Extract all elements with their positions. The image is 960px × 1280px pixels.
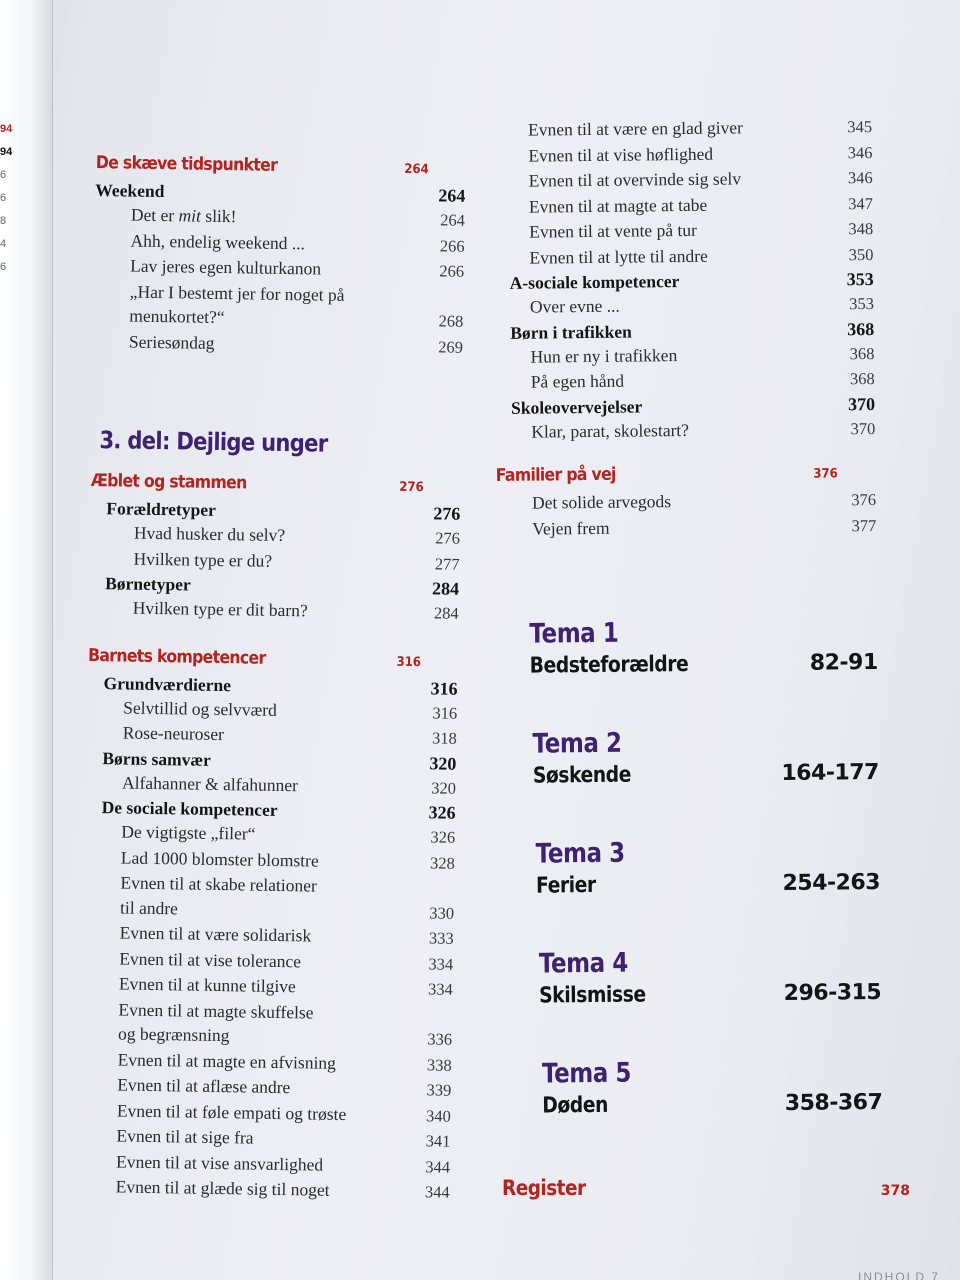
- toc-entry: [80, 1174, 450, 1205]
- entry-label: Evnen til at vise ansvarlighed: [115, 1150, 324, 1175]
- entry-page: 368: [847, 318, 875, 339]
- entry-page: 276: [433, 503, 461, 524]
- entry-label: A-sociale kompetencer: [509, 271, 680, 293]
- toc-left-column: [80, 150, 466, 1205]
- toc-entry: [493, 242, 873, 271]
- entry-label: Evnen til at vente på tur: [529, 219, 697, 242]
- gutter-num: 8: [0, 215, 7, 227]
- entry-label: Evnen til at vise høflighed: [528, 143, 714, 166]
- tema-heading: Tema 1: [529, 617, 619, 650]
- entry-page: [414, 302, 464, 303]
- entry-label: Evnen til at sige fra: [116, 1125, 254, 1148]
- register-page: 378: [880, 1183, 910, 1199]
- entry-label: Skoleovervejelser: [510, 395, 643, 418]
- entry-page: 336: [427, 1029, 453, 1049]
- toc-entry: [496, 512, 876, 541]
- entry-label: Ahh, endelig weekend ...: [130, 230, 306, 253]
- entry-page: 346: [847, 142, 873, 162]
- entry-page: [404, 893, 454, 894]
- tema-list: [497, 614, 882, 1122]
- entry-label: Grundværdierne: [103, 672, 232, 695]
- toc-entry: [495, 416, 875, 445]
- toc-entry: [493, 191, 873, 220]
- entry-page: 284: [431, 578, 460, 599]
- entry-page: 339: [426, 1080, 452, 1100]
- entry-label: Evnen til at være en glad giver: [528, 117, 744, 140]
- entry-label: Seriesøndag: [128, 331, 215, 353]
- toc-entry: [493, 216, 873, 245]
- section-title: Familier på vej: [495, 464, 616, 486]
- entry-page: 346: [847, 168, 873, 188]
- entry-label: Evnen til at magte en afvisning: [117, 1048, 337, 1073]
- entry-page: 330: [429, 902, 455, 923]
- entry-page: 268: [438, 311, 464, 331]
- entry-label: Evnen til at føle empati og trøste: [116, 1099, 347, 1124]
- entry-page: 318: [431, 728, 457, 748]
- entry-label: Rose-neuroser: [122, 722, 225, 745]
- tema-heading: Tema 3: [535, 837, 625, 870]
- entry-label: Hun er ny i trafikken: [530, 344, 678, 367]
- entry-page: 345: [847, 117, 873, 137]
- part-title: 3. del: Dejlige unger: [99, 426, 328, 458]
- tema-pages: 164-177: [781, 759, 880, 787]
- entry-page: 320: [431, 777, 457, 798]
- entry-label: Evnen til at magte at tabe: [528, 194, 708, 217]
- gutter-num: 6: [0, 261, 7, 273]
- gutter-num: 6: [0, 169, 7, 181]
- entry-label: [131, 203, 415, 232]
- toc-entry: [495, 366, 875, 395]
- entry-page: 326: [428, 802, 456, 823]
- tema-name: Ferier: [535, 872, 596, 899]
- entry-label: Evnen til at glæde sig til noget: [115, 1176, 330, 1200]
- toc-entry: [494, 291, 874, 320]
- entry-page: 277: [434, 553, 460, 574]
- entry-label: Lad 1000 blomster blomstre: [120, 846, 319, 871]
- gutter-num: 94: [0, 123, 13, 135]
- entry-page: 338: [426, 1054, 452, 1075]
- entry-label: Evnen til at være solidarisk: [119, 922, 312, 946]
- toc-entry: [493, 165, 873, 194]
- entry-page: 320: [429, 752, 457, 774]
- entry-label: På egen hånd: [530, 370, 625, 392]
- entry-label-part: Det er: [130, 204, 179, 226]
- entry-label: Børns samvær: [102, 747, 212, 770]
- facing-page-numbers: [0, 118, 14, 279]
- entry-page: 368: [849, 369, 875, 389]
- entry-page: 266: [439, 235, 465, 256]
- entry-page: 347: [848, 193, 874, 213]
- toc-section-heading: [91, 468, 424, 501]
- entry-label: Evnen til at overvinde sig selv: [528, 168, 742, 191]
- entry-label: Lav jeres egen kulturkanon: [130, 255, 322, 279]
- entry-page: 376: [851, 490, 877, 510]
- entry-label-emphasis: mit: [178, 205, 202, 226]
- tema-name: Bedsteforældre: [529, 651, 689, 679]
- entry-label: Evnen til at magte skuffelse: [118, 998, 314, 1023]
- entry-page: 326: [430, 827, 456, 847]
- toc-section-heading: [88, 642, 421, 675]
- tema-row: [536, 868, 880, 902]
- entry-page: [402, 1019, 452, 1020]
- tema-pages: 358-367: [784, 1089, 883, 1116]
- entry-label: Evnen til at vise tolerance: [119, 947, 302, 971]
- section-title: De skæve tidspunkter: [95, 152, 278, 176]
- entry-label: Det solide arvegods: [531, 491, 672, 513]
- entry-label: Vejen frem: [532, 517, 610, 539]
- section-page: 376: [813, 466, 838, 482]
- entry-page: 284: [433, 603, 459, 623]
- toc-section-heading: [96, 150, 429, 183]
- tema-row: [533, 758, 879, 792]
- entry-label: Evnen til at lytte til andre: [529, 245, 708, 268]
- toc-entry: [492, 114, 872, 143]
- entry-page: 328: [429, 852, 455, 873]
- entry-label: Klar, parat, skolestart?: [531, 419, 690, 442]
- tema-item: [536, 834, 881, 902]
- running-footer: INDHOLD 7: [857, 1270, 940, 1280]
- entry-page: 333: [428, 928, 454, 948]
- entry-page: 377: [851, 515, 877, 535]
- tema-row: [542, 1088, 882, 1122]
- register-entry: [502, 1176, 910, 1200]
- entry-label-part: slik!: [200, 205, 237, 227]
- right-entries: [492, 114, 875, 445]
- section-title: Æblet og stammen: [90, 470, 247, 494]
- entry-page: 341: [425, 1131, 451, 1151]
- tema-item: [539, 944, 882, 1012]
- tema-name: Søskende: [532, 762, 632, 789]
- entry-label: Børnetyper: [105, 573, 191, 595]
- entry-page: 264: [440, 210, 466, 230]
- toc-entry: [496, 487, 876, 516]
- entry-label: til andre: [119, 896, 179, 918]
- entry-page: 350: [848, 244, 874, 264]
- entry-label: Alfahanner & alfahunner: [121, 771, 299, 795]
- entry-label: Hvilken type er dit barn?: [132, 597, 308, 621]
- entry-label: De sociale kompetencer: [101, 797, 278, 820]
- entry-label: De vigtigste „filer“: [121, 821, 256, 844]
- section-page: 264: [404, 161, 429, 178]
- facing-page-edge: [0, 0, 53, 1280]
- tema-item: [532, 724, 879, 792]
- entry-label: Hvad husker du selv?: [133, 522, 286, 546]
- entry-label: Hvilken type er du?: [133, 548, 273, 571]
- tema-heading: Tema 4: [538, 947, 629, 980]
- entry-label: Weekend: [95, 179, 165, 202]
- entry-page: 269: [438, 336, 464, 357]
- tema-pages: 82-91: [809, 649, 878, 676]
- entry-page: 316: [432, 702, 458, 723]
- tema-row: [539, 978, 881, 1012]
- entry-label: Forældretyper: [106, 498, 217, 520]
- tema-pages: 254-263: [782, 869, 881, 896]
- toc-entry: [494, 341, 874, 370]
- register-label: Register: [502, 1176, 586, 1200]
- entry-page: 370: [847, 393, 876, 414]
- tema-name: Skilsmisse: [539, 982, 646, 1009]
- entry-page: 368: [849, 343, 875, 363]
- entry-page: 348: [848, 219, 874, 239]
- entry-page: 353: [849, 294, 875, 314]
- entry-label: og begrænsning: [117, 1023, 230, 1046]
- entry-page: 334: [428, 953, 454, 974]
- tema-heading: Tema 2: [532, 727, 622, 760]
- entry-page: 264: [438, 185, 466, 206]
- tema-name: Døden: [542, 1092, 609, 1119]
- entry-page: 344: [425, 1156, 451, 1177]
- section-title: Barnets kompetencer: [87, 645, 266, 669]
- entry-label: menukortet?“: [129, 305, 225, 328]
- tema-heading: Tema 5: [541, 1057, 632, 1090]
- toc-entry: [492, 140, 872, 169]
- entry-page: 340: [425, 1105, 452, 1126]
- entry-label: Evnen til at kunne tilgive: [118, 973, 296, 997]
- entry-label: Over evne ...: [529, 295, 620, 317]
- entry-label: Børn i trafikken: [510, 321, 632, 343]
- tema-pages: 296-315: [783, 979, 882, 1006]
- entry-page: 344: [424, 1182, 450, 1202]
- entry-page: 370: [850, 418, 876, 438]
- entry-page: 353: [846, 269, 874, 290]
- tema-item: [542, 1054, 883, 1122]
- gutter-num: 94: [0, 146, 13, 158]
- section-page: 276: [399, 479, 424, 496]
- gutter-num: 6: [0, 192, 7, 204]
- section-page: 316: [396, 654, 422, 670]
- gutter-num: 4: [0, 238, 7, 250]
- entry-label: Evnen til at aflæse andre: [117, 1074, 291, 1098]
- entry-page: 316: [430, 677, 458, 699]
- entry-label: Evnen til at skabe relationer: [120, 872, 317, 896]
- tema-item: [529, 614, 878, 682]
- entry-page: 276: [435, 528, 461, 548]
- toc-right-column: [492, 114, 883, 1168]
- entry-label: Selvtillid og selvværd: [123, 696, 278, 720]
- tema-row: [530, 648, 878, 682]
- toc-section-heading: [496, 459, 838, 491]
- entry-page: 266: [439, 261, 465, 281]
- left-sections: [80, 468, 461, 1205]
- entry-page: 334: [427, 979, 454, 999]
- entry-label: „Har I bestemt jer for noget på: [129, 281, 345, 305]
